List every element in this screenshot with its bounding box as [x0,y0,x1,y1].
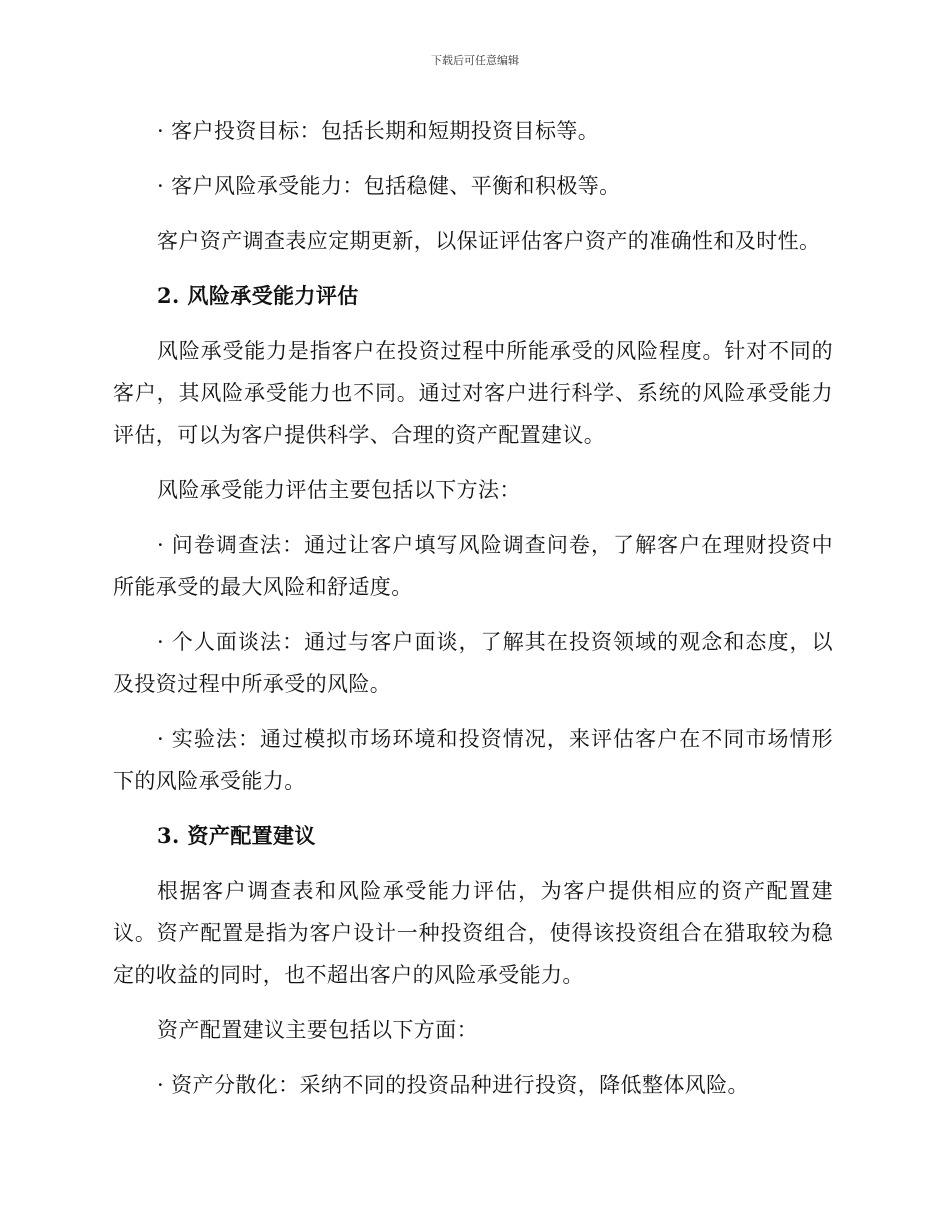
bullet-interview-method: · 个人面谈法：通过与客户面谈，了解其在投资领域的观念和态度，以及投资过程中所承受的风险。 [113,630,833,696]
section-heading-asset-allocation: 3. 资产配置建议 [157,823,316,848]
paragraph-allocation-definition: 根据客户调查表和风险承受能力评估，为客户提供相应的资产配置建议。资产配置是指为客户设计一种投资组合，使得该投资组合在猎取较为稳定的收益的同时，也不超出客户的风险承受能力。 [113,879,833,987]
paragraph-methods-intro: 风险承受能力评估主要包括以下方法： [157,478,521,502]
paragraph-allocation-intro: 资产配置建议主要包括以下方面： [157,1018,478,1042]
bullet-investment-goals: · 客户投资目标：包括长期和短期投资目标等。 [157,119,600,143]
bullet-experiment-method: · 实验法：通过模拟市场环境和投资情况，来评估客户在不同市场情形下的风险承受能力。 [113,727,833,793]
section-heading-risk-assessment: 2. 风险承受能力评估 [157,283,359,308]
paragraph-risk-definition: 风险承受能力是指客户在投资过程中所能承受的风险程度。针对不同的客户，其风险承受能力也不同。通过对客户进行科学、系统的风险承受能力评估，可以为客户提供科学、合理的资产配置建议。 [113,339,833,447]
bullet-questionnaire-method: · 问卷调查法：通过让客户填写风险调查问卷，了解客户在理财投资中所能承受的最大风险和舒适度。 [113,533,833,599]
document-body [113,110,833,1119]
bullet-risk-tolerance: · 客户风险承受能力：包括稳健、平衡和积极等。 [157,174,621,198]
page-header: 下载后可任意编辑 [431,54,519,67]
bullet-diversification: · 资产分散化：采纳不同的投资品种进行投资，降低整体风险。 [157,1073,749,1097]
paragraph-survey-update: 客户资产调查表应定期更新，以保证评估客户资产的准确性和及时性。 [157,229,821,253]
